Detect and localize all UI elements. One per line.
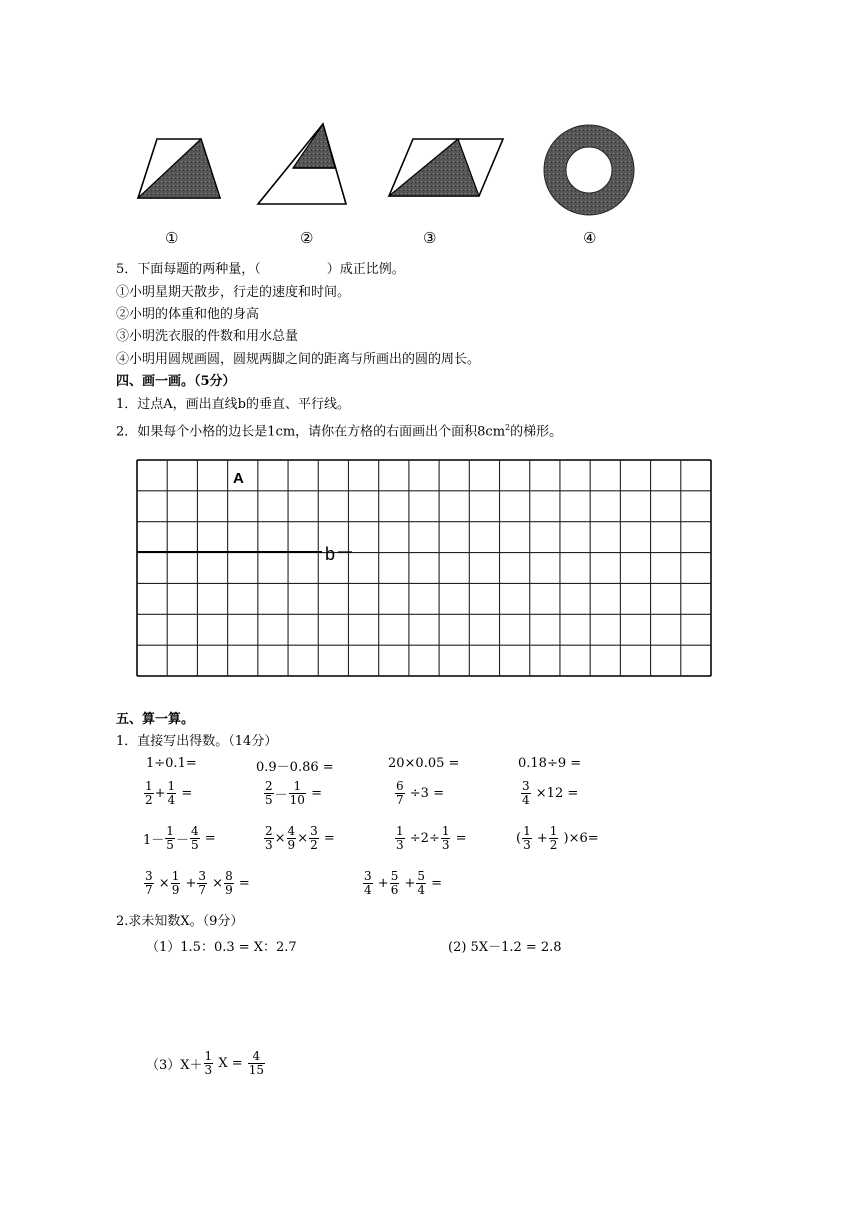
fraction: $\frac{5}{4}$ xyxy=(417,869,426,897)
calc-r3-d: ( $\frac{1}{3}$ + $\frac{1}{2}$ )×6= xyxy=(516,824,599,852)
shapes-figure xyxy=(0,0,860,250)
calc-r2-c: $\frac{6}{7}$ ÷3 = xyxy=(396,779,444,807)
shape-label-2: ② xyxy=(300,229,314,247)
section5-heading: 五、算一算。 xyxy=(116,712,195,727)
equation-2: (2) 5X－1.2 = 2.8 xyxy=(448,940,562,955)
superscript-2: 2 xyxy=(505,423,511,432)
fraction: $\frac{5}{6}$ xyxy=(390,869,399,897)
fraction: $\frac{1}{3}$ xyxy=(204,1049,213,1077)
fraction: $\frac{3}{7}$ xyxy=(198,869,207,897)
section4-item-2-start: 2．如果每个小格的边长是1cm，请你在方格的右面画出个面积8cm xyxy=(116,424,506,440)
fraction: $\frac{1}{4}$ xyxy=(167,779,176,807)
calc-r2-d: $\frac{3}{4}$ ×12 = xyxy=(522,779,579,807)
fraction: $\frac{4}{5}$ xyxy=(190,824,199,852)
fraction: $\frac{6}{7}$ xyxy=(396,779,404,807)
fraction: $\frac{1}{2}$ xyxy=(145,779,153,807)
ring-shape xyxy=(544,125,634,215)
fraction: $\frac{1}{5}$ xyxy=(166,824,174,852)
part1-title: 1．直接写出得数。（14分） xyxy=(116,734,278,749)
section4-heading: 四、画一画。（5分） xyxy=(116,374,236,389)
q5-option-3: ③小明洗衣服的件数和用水总量 xyxy=(116,329,299,344)
q5-prompt-end: ）成正比例。 xyxy=(326,262,405,277)
section4-item-2-end: 的梯形。 xyxy=(510,424,563,440)
fraction: $\frac{2}{5}$ xyxy=(265,779,273,807)
equation-3: （3）X＋ $\frac{1}{3}$ X = $\frac{4}{15}$ xyxy=(146,1049,265,1077)
calc-r1-a: 1÷0.1= xyxy=(146,756,197,771)
calc-r2-b: $\frac{2}{5}$ － $\frac{1}{10}$ = xyxy=(265,779,322,807)
fraction: $\frac{4}{15}$ xyxy=(248,1049,265,1077)
equation-1: （1）1.5：0.3 = X：2.7 xyxy=(146,940,297,955)
fraction: $\frac{1}{9}$ xyxy=(171,869,180,897)
fraction: $\frac{2}{3}$ xyxy=(265,824,273,852)
calc-r4-b: $\frac{3}{4}$ + $\frac{5}{6}$ + $\frac{5}{4}$ = xyxy=(364,869,443,897)
fraction: $\frac{1}{3}$ xyxy=(441,824,450,852)
point-a-label: A xyxy=(233,470,244,487)
fraction: $\frac{1}{3}$ xyxy=(523,824,531,852)
triangle-shape xyxy=(258,124,346,204)
shape-label-3: ③ xyxy=(423,229,437,247)
calc-r2-a: $\frac{1}{2}$ + $\frac{1}{4}$ = xyxy=(145,779,193,807)
fraction: $\frac{1}{10}$ xyxy=(289,779,305,807)
fraction: $\frac{1}{2}$ xyxy=(549,824,558,852)
line-b-label: b xyxy=(325,544,336,564)
fraction: $\frac{3}{2}$ xyxy=(310,824,318,852)
fraction: $\frac{8}{9}$ xyxy=(225,869,233,897)
calc-r3-b: $\frac{2}{3}$ × $\frac{4}{9}$ × $\frac{3}{2}$ = xyxy=(265,824,335,852)
calc-r4-a: $\frac{3}{7}$ × $\frac{1}{9}$ + $\frac{3}{7}$ × $\frac{8}{9}$ = xyxy=(145,869,250,897)
fraction: $\frac{3}{7}$ xyxy=(145,869,153,897)
q5-prompt-start: 5．下面每题的两种量，（ xyxy=(116,262,261,277)
q5-option-2: ②小明的体重和他的身高 xyxy=(116,307,260,322)
section4-item-2 xyxy=(116,419,562,441)
fraction: $\frac{3}{4}$ xyxy=(364,869,372,897)
calc-r1-d: 0.18÷9 = xyxy=(518,756,582,771)
fraction: $\frac{4}{9}$ xyxy=(287,824,296,852)
q5-option-4: ④小明用圆规画圆，圆规两脚之间的距离与所画出的圆的周长。 xyxy=(116,352,481,367)
parallelogram-shape xyxy=(389,139,503,196)
shape-label-4: ④ xyxy=(583,229,597,247)
shape-label-1: ① xyxy=(165,229,179,247)
trapezoid-shape xyxy=(138,139,220,198)
q5-option-1: ①小明星期天散步，行走的速度和时间。 xyxy=(116,285,351,300)
drawing-grid[interactable] xyxy=(0,450,860,690)
calc-r1-c: 20×0.05 = xyxy=(388,756,460,771)
fraction: $\frac{3}{4}$ xyxy=(522,779,530,807)
part2-title: 2.求未知数X。（9分） xyxy=(116,914,244,929)
fraction: $\frac{1}{3}$ xyxy=(396,824,404,852)
calc-r3-c: $\frac{1}{3}$ ÷2÷ $\frac{1}{3}$ = xyxy=(396,824,467,852)
section4-item-1: 1．过点A，画出直线b的垂直、平行线。 xyxy=(116,397,350,412)
calc-r1-b: 0.9－0.86 = xyxy=(256,760,334,775)
q5-prompt xyxy=(116,261,405,279)
calc-r3-a: 1－ $\frac{1}{5}$ － $\frac{4}{5}$ = xyxy=(143,824,216,852)
